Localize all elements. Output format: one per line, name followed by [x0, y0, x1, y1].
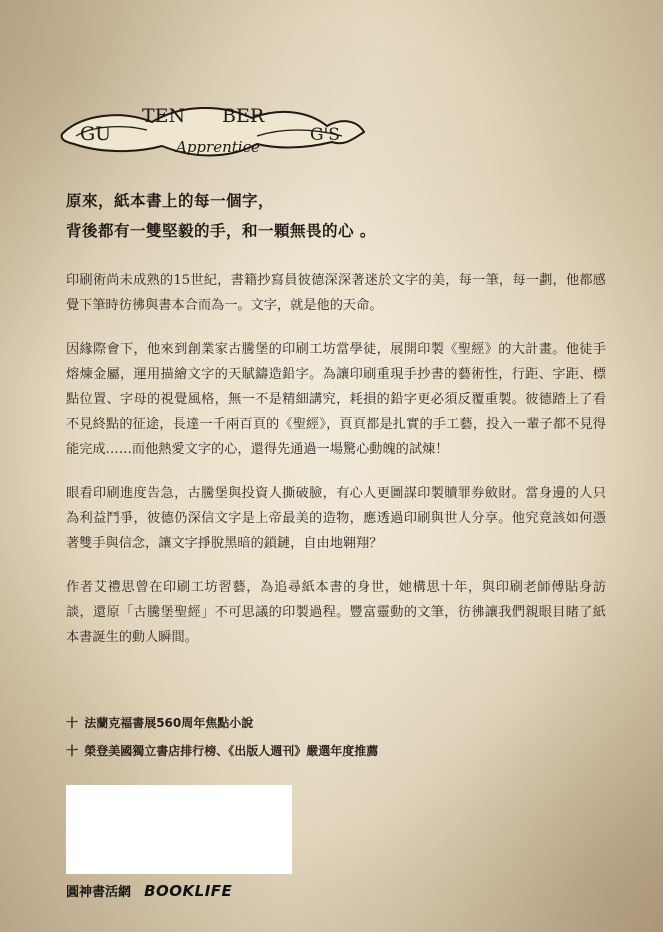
- publisher-chinese: 圓神書活網: [66, 885, 132, 900]
- logo-gs: G'S: [310, 125, 340, 145]
- highlight-frankfurt: [66, 709, 626, 737]
- paragraph-1: 印刷術尚未成熟的15世紀，書籍抄寫員彼德深深著迷於文字的美，每一筆，每一劃，他都感覺下筆時彷彿與書本合而為一。文字，就是他的天命。: [66, 273, 606, 313]
- logo-ber: BER: [222, 105, 265, 127]
- paragraph-2: 因緣際會下，他來到創業家古騰堡的印刷工坊當學徒，展開印製《聖經》的大計畫。他徒手熔煉金屬，運用描繪文字的天賦鑄造鉛字。為讓印刷重現手抄書的藝術性，行距、字距、標點位置、字母的視覺風格，無一不是精細講究，耗損的鉛字更必須反覆重製。彼德踏上了看不見終點的征途，長達一千兩百頁的《聖經》，頁頁都是扎實的手工藝，投入一輩子都不見得能完成……而他熱愛文字的心，還得先通過一場驚心動魄的試煉！: [66, 342, 606, 457]
- publisher-english: BOOKLIFE: [144, 881, 233, 900]
- logo-ten: TEN: [142, 105, 186, 127]
- tagline: [66, 186, 606, 246]
- paragraph-4: 作者艾禮思曾在印刷工坊習藝，為追尋紙本書的身世，她構思十年，與印刷老師傅貼身訪談，還原「古騰堡聖經」不可思議的印製過程。豐富靈動的文筆，彷彿讓我們親眼目睹了紙本書誕生的動人瞬間。: [66, 580, 606, 645]
- publisher-logo: [66, 880, 232, 900]
- tagline-line-1: 原來，紙本書上的每一個字，: [66, 192, 275, 210]
- tagline-line-2: 背後都有一雙堅毅的手，和一顆無畏的心 。: [66, 222, 376, 240]
- highlight-frankfurt-text: 法蘭克福書展560周年焦點小說: [84, 716, 254, 730]
- logo-gu: GU: [80, 123, 112, 145]
- highlight-bestseller: [66, 737, 626, 765]
- paragraph-3: 眼看印刷進度告急，古騰堡與投資人撕破臉，有心人更圖謀印製贖罪券斂財。當身邊的人只為利益鬥爭，彼德仍深信文字是上帝最美的造物，應透過印刷與世人分享。他究竟該如何憑著雙手與信念，讓文字掙脫黑暗的鎖鏈，自由地翱翔？: [66, 486, 606, 551]
- highlight-bestseller-text: 榮登美國獨立書店排行榜、《出版人週刊》嚴選年度推薦: [84, 744, 379, 758]
- description: [66, 268, 606, 669]
- barcode-placeholder: [66, 785, 292, 874]
- cross-icon: 十: [66, 716, 79, 730]
- gutenbergs-apprentice-logo: [52, 96, 372, 176]
- cross-icon: 十: [66, 744, 79, 758]
- logo-apprentice: Apprentice: [176, 138, 260, 156]
- highlights: [66, 709, 626, 765]
